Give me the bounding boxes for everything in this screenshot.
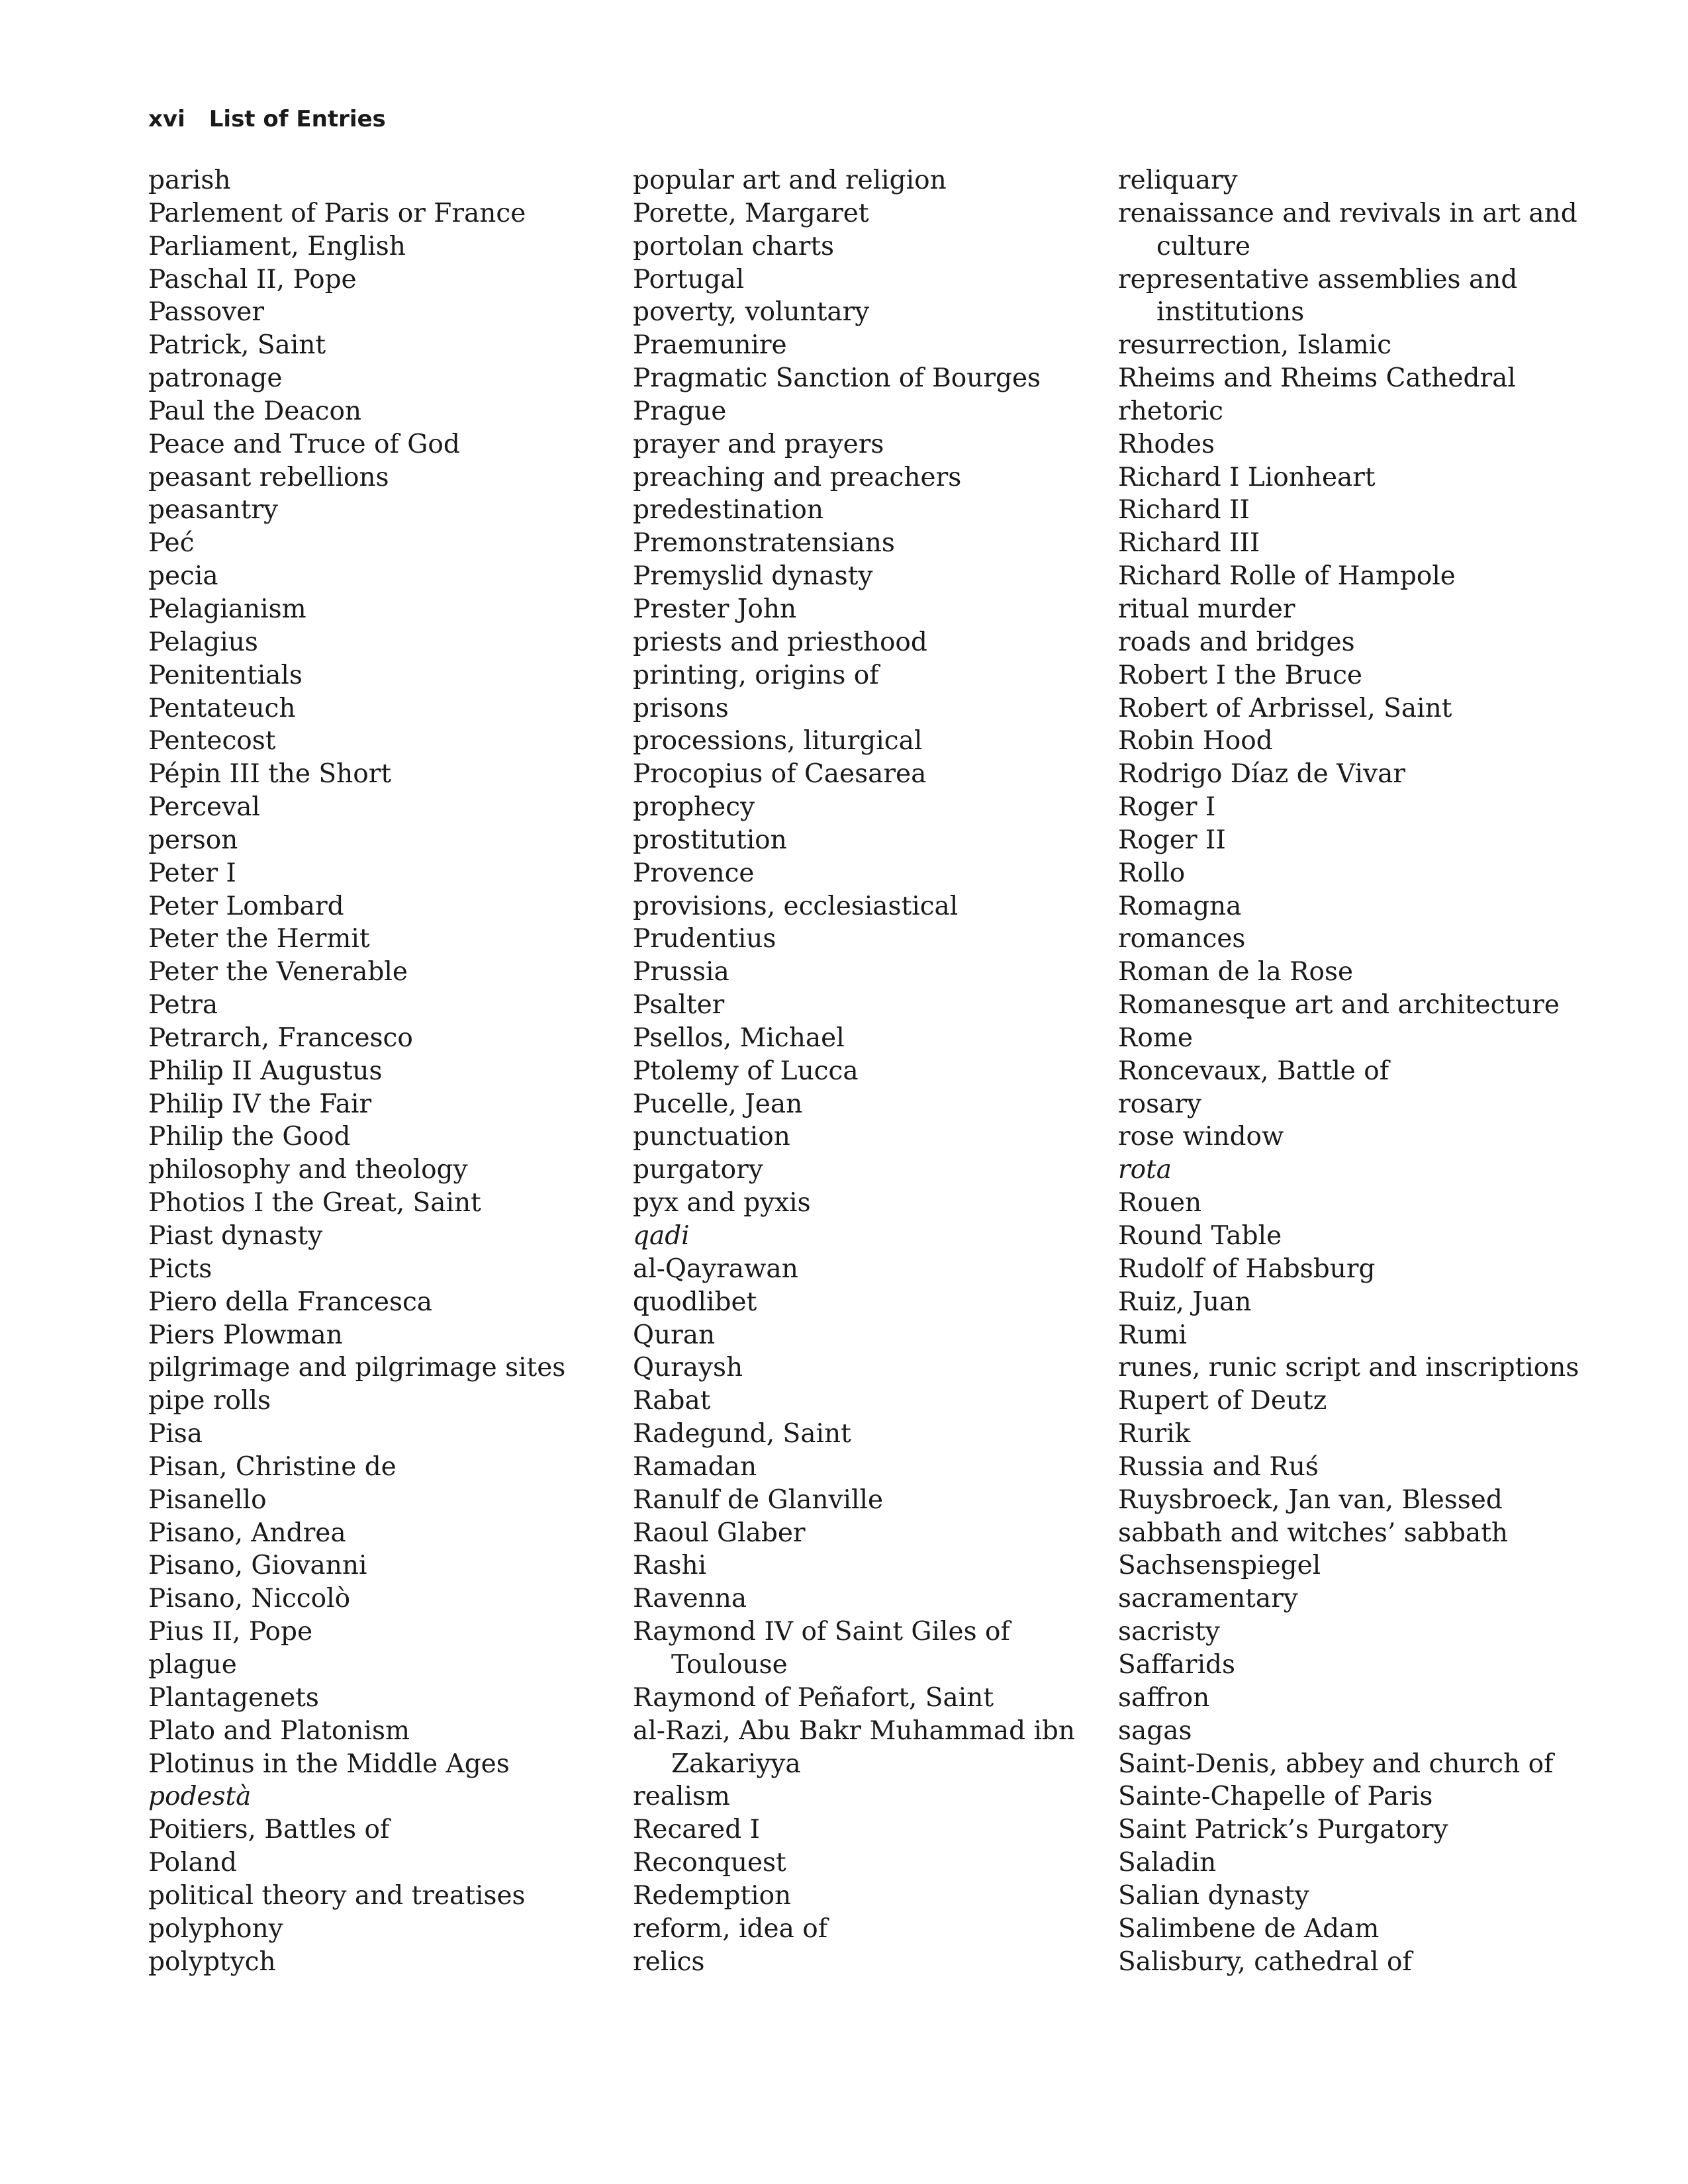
list-item: Richard I Lionheart — [1118, 462, 1376, 492]
list-item: Saffarids — [1118, 1649, 1236, 1680]
list-item: Plantagenets — [148, 1682, 319, 1713]
list-item: Sachsenspiegel — [1118, 1551, 1321, 1581]
list-item: Rodrigo Díaz de Vivar — [1118, 759, 1406, 790]
list-item: realism — [633, 1782, 730, 1812]
list-item: Prudentius — [633, 924, 776, 954]
list-item: Robin Hood — [1118, 726, 1273, 756]
list-item: Rollo — [1118, 858, 1186, 888]
list-item: Philip the Good — [148, 1122, 351, 1152]
list-item: Pisano, Niccolò — [148, 1584, 351, 1614]
list-item: Prester John — [633, 594, 797, 624]
list-item: processions, liturgical — [633, 726, 923, 756]
list-item: Ruiz, Juan — [1118, 1287, 1252, 1317]
list-item: priests and priesthood — [633, 627, 927, 657]
list-item: reliquary — [1118, 165, 1238, 195]
list-item: Portugal — [633, 264, 745, 295]
list-item: political theory and treatises — [148, 1880, 526, 1911]
list-item: Romanesque art and architecture — [1118, 990, 1560, 1021]
list-item: Pucelle, Jean — [633, 1089, 803, 1119]
list-item: Saint-Denis, abbey and church of — [1118, 1749, 1554, 1779]
list-item: romances — [1118, 924, 1246, 954]
list-item: poverty, voluntary — [633, 297, 870, 328]
list-item: pecia — [148, 561, 218, 592]
list-item: rhetoric — [1118, 396, 1223, 426]
list-item: Poitiers, Battles of — [148, 1815, 390, 1845]
list-item: Psellos, Michael — [633, 1023, 845, 1053]
list-item: Peć — [148, 528, 195, 559]
list-item: polyphony — [148, 1913, 283, 1944]
list-item: quodlibet — [633, 1287, 757, 1317]
list-item: Paul the Deacon — [148, 396, 362, 426]
list-item: prayer and prayers — [633, 429, 884, 459]
list-item: Raymond of Peñafort, Saint — [633, 1682, 994, 1713]
list-item: rosary — [1118, 1089, 1202, 1119]
list-item: Philip IV the Fair — [148, 1089, 372, 1119]
entry-column-3 — [1118, 164, 1595, 1978]
list-item: Peter the Venerable — [148, 957, 408, 987]
list-item: Prussia — [633, 957, 729, 987]
list-item: Perceval — [148, 792, 260, 823]
list-item: Robert of Arbrissel, Saint — [1118, 693, 1452, 723]
list-item: roads and bridges — [1118, 627, 1355, 657]
list-item: sabbath and witches’ sabbath — [1118, 1518, 1508, 1548]
list-item: pilgrimage and pilgrimage sites — [148, 1353, 566, 1383]
list-item: reform, idea of — [633, 1913, 828, 1944]
list-item: punctuation — [633, 1122, 790, 1152]
list-item: prisons — [633, 693, 729, 723]
list-item: Ramadan — [633, 1451, 757, 1482]
list-item: popular art and religion — [633, 165, 947, 195]
list-item: Round Table — [1118, 1221, 1282, 1251]
list-item: Peace and Truce of God — [148, 429, 460, 459]
list-item: Richard Rolle of Hampole — [1118, 561, 1456, 592]
list-item: portolan charts — [633, 231, 835, 261]
list-item: Rheims and Rheims Cathedral — [1118, 363, 1516, 394]
list-item: Salian dynasty — [1118, 1880, 1309, 1911]
list-item: Pelagianism — [148, 594, 306, 624]
list-item: Petrarch, Francesco — [148, 1023, 413, 1053]
list-item: Romagna — [1118, 891, 1242, 921]
list-item: Pragmatic Sanction of Bourges — [633, 363, 1041, 394]
list-item: prophecy — [633, 792, 755, 823]
list-item: Rupert of Deutz — [1118, 1386, 1327, 1416]
list-item: sacramentary — [1118, 1584, 1298, 1614]
list-item: Pisano, Giovanni — [148, 1551, 367, 1581]
list-item: purgatory — [633, 1155, 763, 1185]
list-item: Recared I — [633, 1815, 761, 1845]
list-item: Richard III — [1118, 528, 1260, 559]
list-item: Peter Lombard — [148, 891, 344, 921]
list-item: Pentecost — [148, 726, 276, 756]
list-item: Premyslid dynasty — [633, 561, 873, 592]
list-item: Russia and Ruś — [1118, 1451, 1319, 1482]
list-item: Plato and Platonism — [148, 1715, 410, 1746]
list-item: preaching and preachers — [633, 462, 962, 492]
list-item: ritual murder — [1118, 594, 1295, 624]
list-item: pipe rolls — [148, 1386, 271, 1416]
list-item: Peter the Hermit — [148, 924, 370, 954]
list-item: patronage — [148, 363, 283, 394]
list-item: Procopius of Caesarea — [633, 759, 927, 790]
list-item: Rhodes — [1118, 429, 1215, 459]
list-item: Richard II — [1118, 495, 1250, 525]
list-item: Piast dynasty — [148, 1221, 323, 1251]
list-item: Poland — [148, 1848, 237, 1878]
running-title: List of Entries — [209, 106, 386, 132]
list-item: plague — [148, 1649, 237, 1680]
list-item: philosophy and theology — [148, 1155, 468, 1185]
list-item: Philip II Augustus — [148, 1056, 383, 1086]
list-item: saffron — [1118, 1682, 1210, 1713]
list-item: Rudolf of Habsburg — [1118, 1253, 1376, 1284]
list-item: peasantry — [148, 495, 279, 525]
list-item: resurrection, Islamic — [1118, 330, 1392, 361]
list-item: Pentateuch — [148, 693, 296, 723]
list-item: al-Razi, Abu Bakr Muhammad ibn Zakariyya — [633, 1715, 1076, 1779]
list-item: Rabat — [633, 1386, 711, 1416]
list-item: Ranulf de Glanville — [633, 1484, 884, 1515]
list-item: Redemption — [633, 1880, 792, 1911]
list-item: Pisa — [148, 1419, 203, 1449]
list-item: podestà — [148, 1782, 252, 1812]
list-item: Roger I — [1118, 792, 1216, 823]
list-item: Rome — [1118, 1023, 1193, 1053]
list-item: Robert I the Bruce — [1118, 660, 1363, 690]
list-item: Piero della Francesca — [148, 1287, 433, 1317]
list-item: Piers Plowman — [148, 1320, 343, 1350]
list-item: Peter I — [148, 858, 236, 888]
list-item: Rashi — [633, 1551, 707, 1581]
list-item: Roman de la Rose — [1118, 957, 1354, 987]
list-item: sagas — [1118, 1715, 1192, 1746]
list-item: Pius II, Pope — [148, 1617, 313, 1647]
list-item: printing, origins of — [633, 660, 879, 690]
list-item: Paschal II, Pope — [148, 264, 357, 295]
list-item: Psalter — [633, 990, 725, 1021]
list-item: rota — [1118, 1155, 1172, 1185]
list-item: Saint Patrick’s Purgatory — [1118, 1815, 1448, 1845]
list-item: Rurik — [1118, 1419, 1191, 1449]
list-item: Pépin III the Short — [148, 759, 392, 790]
list-item: qadi — [633, 1221, 690, 1251]
page-number: xvi — [148, 106, 185, 132]
list-item: Pelagius — [148, 627, 258, 657]
list-item: Porette, Margaret — [633, 198, 869, 228]
list-item: provisions, ecclesiastical — [633, 891, 959, 921]
entry-column-1 — [148, 164, 612, 1978]
list-item: relics — [633, 1946, 705, 1977]
list-item: Passover — [148, 297, 265, 328]
list-item: pyx and pyxis — [633, 1188, 811, 1218]
list-item: parish — [148, 165, 231, 195]
list-item: Raymond IV of Saint Giles of Toulouse — [633, 1617, 1010, 1680]
list-item: Penitentials — [148, 660, 303, 690]
list-item: Ptolemy of Lucca — [633, 1056, 859, 1086]
list-item: Pisano, Andrea — [148, 1518, 346, 1548]
list-item: rose window — [1118, 1122, 1284, 1152]
list-item: Rumi — [1118, 1320, 1187, 1350]
list-item: Pisan, Christine de — [148, 1451, 397, 1482]
list-item: Petra — [148, 990, 218, 1021]
list-item: renaissance and revivals in art and culture — [1118, 198, 1577, 261]
list-item: runes, runic script and inscriptions — [1118, 1353, 1579, 1383]
list-item: Picts — [148, 1253, 212, 1284]
list-item: Prague — [633, 396, 727, 426]
list-item: Saladin — [1118, 1848, 1217, 1878]
list-item: al-Qayrawan — [633, 1253, 798, 1284]
list-item: peasant rebellions — [148, 462, 389, 492]
list-item: Reconquest — [633, 1848, 786, 1878]
list-item: Quraysh — [633, 1353, 743, 1383]
list-item: Plotinus in the Middle Ages — [148, 1749, 510, 1779]
list-item: Ruysbroeck, Jan van, Blessed — [1118, 1484, 1503, 1515]
list-item: predestination — [633, 495, 824, 525]
list-item: person — [148, 825, 238, 855]
list-item: Ravenna — [633, 1584, 747, 1614]
running-head — [148, 105, 386, 134]
list-item: Parlement of Paris or France — [148, 198, 526, 228]
list-item: prostitution — [633, 825, 787, 855]
list-item: Provence — [633, 858, 755, 888]
list-item: Salisbury, cathedral of — [1118, 1946, 1412, 1977]
list-item: Pisanello — [148, 1484, 267, 1515]
list-item: Photios I the Great, Saint — [148, 1188, 481, 1218]
entry-column-2 — [633, 164, 1096, 1978]
list-item: Raoul Glaber — [633, 1518, 806, 1548]
list-item: Parliament, English — [148, 231, 406, 261]
list-item: polyptych — [148, 1946, 276, 1977]
list-item: Quran — [633, 1320, 716, 1350]
list-item: Praemunire — [633, 330, 787, 361]
list-item: Roncevaux, Battle of — [1118, 1056, 1389, 1086]
list-item: Salimbene de Adam — [1118, 1913, 1380, 1944]
list-item: Patrick, Saint — [148, 330, 326, 361]
list-item: sacristy — [1118, 1617, 1220, 1647]
list-item: Sainte-Chapelle of Paris — [1118, 1782, 1433, 1812]
list-item: Premonstratensians — [633, 528, 895, 559]
list-item: Roger II — [1118, 825, 1226, 855]
list-item: representative assemblies and institutions — [1118, 264, 1518, 328]
list-item: Rouen — [1118, 1188, 1202, 1218]
list-item: Radegund, Saint — [633, 1419, 851, 1449]
